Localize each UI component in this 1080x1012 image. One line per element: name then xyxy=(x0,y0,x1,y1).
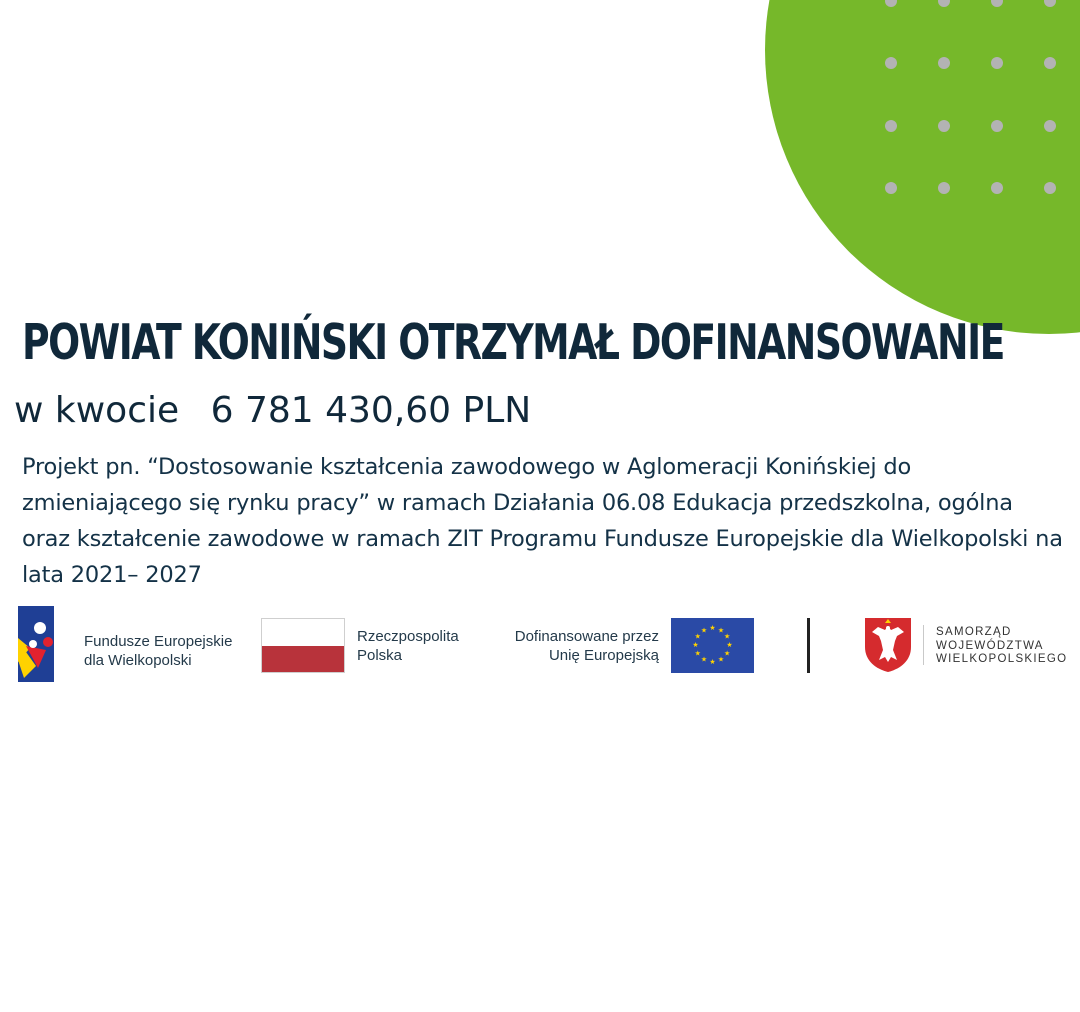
svg-text:★: ★ xyxy=(694,632,701,641)
flag-white-stripe xyxy=(262,619,344,646)
svg-text:★: ★ xyxy=(694,649,701,658)
logo-sww-line2: WOJEWÓDZTWA xyxy=(936,639,1044,652)
logo-eu-text xyxy=(482,627,659,665)
svg-text:★: ★ xyxy=(717,626,725,635)
flag-red-stripe xyxy=(262,646,344,673)
logo-rp-line2: Polska xyxy=(357,647,403,664)
amount-line xyxy=(14,390,531,431)
svg-text:★: ★ xyxy=(726,641,733,649)
logo-divider xyxy=(807,618,810,673)
logo-fundusze-europejskie xyxy=(16,606,233,682)
svg-text:★: ★ xyxy=(724,649,731,658)
logo-rp-line1: Rzeczpospolita xyxy=(357,628,459,645)
svg-text:★: ★ xyxy=(709,658,716,666)
svg-text:★: ★ xyxy=(724,632,731,641)
headline: POWIAT KONIŃSKI OTRZYMAŁ DOFINANSOWANIE xyxy=(22,314,1004,371)
eu-flag-icon xyxy=(671,618,754,673)
logo-sww-line3: WIELKOPOLSKIEGO xyxy=(936,653,1068,665)
logo-rp-text xyxy=(357,627,459,665)
funding-logos-bar xyxy=(0,600,1080,690)
fundusze-europejskie-icon xyxy=(16,606,58,682)
project-description: Projekt pn. “Dostosowanie kształcenia zawodowego w Aglomeracji Konińskiej do zmieniającego się rynku pracy” w ramach Działania 06.08 Edukacja przedszkolna, ogólna oraz kształcenie zawodowe w ramach ZIT Programu Fundusze Europejskie dla Wielkopolski na lata 2021– 2027 xyxy=(22,454,1063,588)
logo-eu-line2: Unię Europejską xyxy=(548,647,659,664)
svg-text:★: ★ xyxy=(700,655,708,664)
logo-fe-line2: dla Wielkopolski xyxy=(84,652,192,669)
polish-flag-icon xyxy=(261,618,345,673)
wielkopolska-crest-icon xyxy=(864,617,912,673)
amount-value: 6 781 430,60 PLN xyxy=(210,390,532,431)
logo-fe-text xyxy=(84,632,232,670)
decorative-green-circle xyxy=(765,0,1080,334)
svg-text:★: ★ xyxy=(717,655,725,664)
logo-sww-line1: SAMORZĄD xyxy=(936,626,1012,638)
logo-fe-line1: Fundusze Europejskie xyxy=(84,633,233,650)
logo-eu-line1: Dofinansowane przez xyxy=(514,628,659,645)
logo-sww-separator xyxy=(923,625,924,665)
logo-sww-text xyxy=(936,626,1067,667)
svg-text:★: ★ xyxy=(709,624,716,632)
svg-text:★: ★ xyxy=(700,626,708,635)
amount-prefix: w kwocie xyxy=(14,390,180,431)
svg-text:★: ★ xyxy=(692,641,699,649)
